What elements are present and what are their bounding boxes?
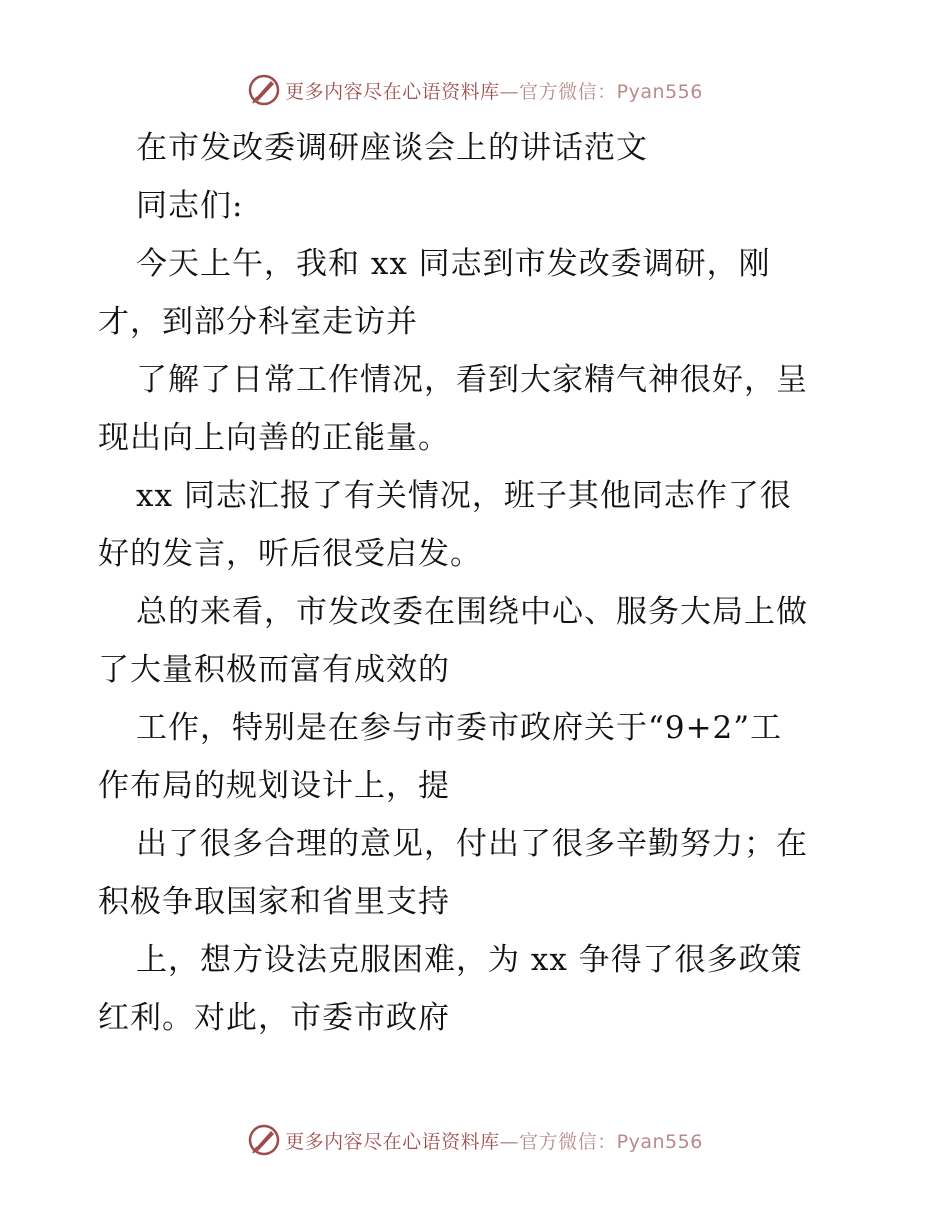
document-title: 在市发改委调研座谈会上的讲话范文	[136, 130, 648, 166]
paragraph-line: 今天上午，我和 xx 同志到市发改委调研，刚	[136, 246, 771, 282]
watermark-text-contact: —官方微信：Pyan556	[499, 1130, 703, 1153]
quill-pen-logo	[247, 73, 281, 107]
paragraph-line: 工作，特别是在参与市委市政府关于“9+2”工	[136, 710, 783, 746]
watermark-text	[285, 77, 703, 104]
paragraph-line: 了解了日常工作情况，看到大家精气神很好，呈	[136, 362, 808, 398]
paragraph-line: 了大量积极而富有成效的	[98, 652, 450, 688]
paragraph-line: 才，到部分科室走访并	[98, 304, 418, 340]
paragraph-line: 出了很多合理的意见，付出了很多辛勤努力；在	[136, 826, 808, 862]
quill-pen-logo	[247, 1123, 281, 1157]
paragraph-line: 总的来看，市发改委在围绕中心、服务大局上做	[136, 594, 808, 630]
watermark-text-main: 更多内容尽在心语资料库	[285, 80, 500, 103]
salutation: 同志们:	[136, 188, 244, 224]
paragraph-line: 现出向上向善的正能量。	[98, 420, 450, 456]
watermark-text-contact: —官方微信：Pyan556	[499, 80, 703, 103]
footer-watermark-banner	[0, 1120, 950, 1160]
paragraph-line: 积极争取国家和省里支持	[98, 884, 450, 920]
paragraph-line: 红利。对此，市委市政府	[98, 1000, 450, 1036]
paragraph-line: 作布局的规划设计上，提	[98, 768, 450, 804]
paragraph-line: 上，想方设法克服困难，为 xx 争得了很多政策	[136, 942, 803, 978]
paragraph-line: 好的发言，听后很受启发。	[98, 536, 482, 572]
watermark-text-main: 更多内容尽在心语资料库	[285, 1130, 500, 1153]
paragraph-line: xx 同志汇报了有关情况，班子其他同志作了很	[136, 478, 792, 514]
watermark-text	[285, 1127, 703, 1154]
header-watermark-banner	[0, 70, 950, 110]
